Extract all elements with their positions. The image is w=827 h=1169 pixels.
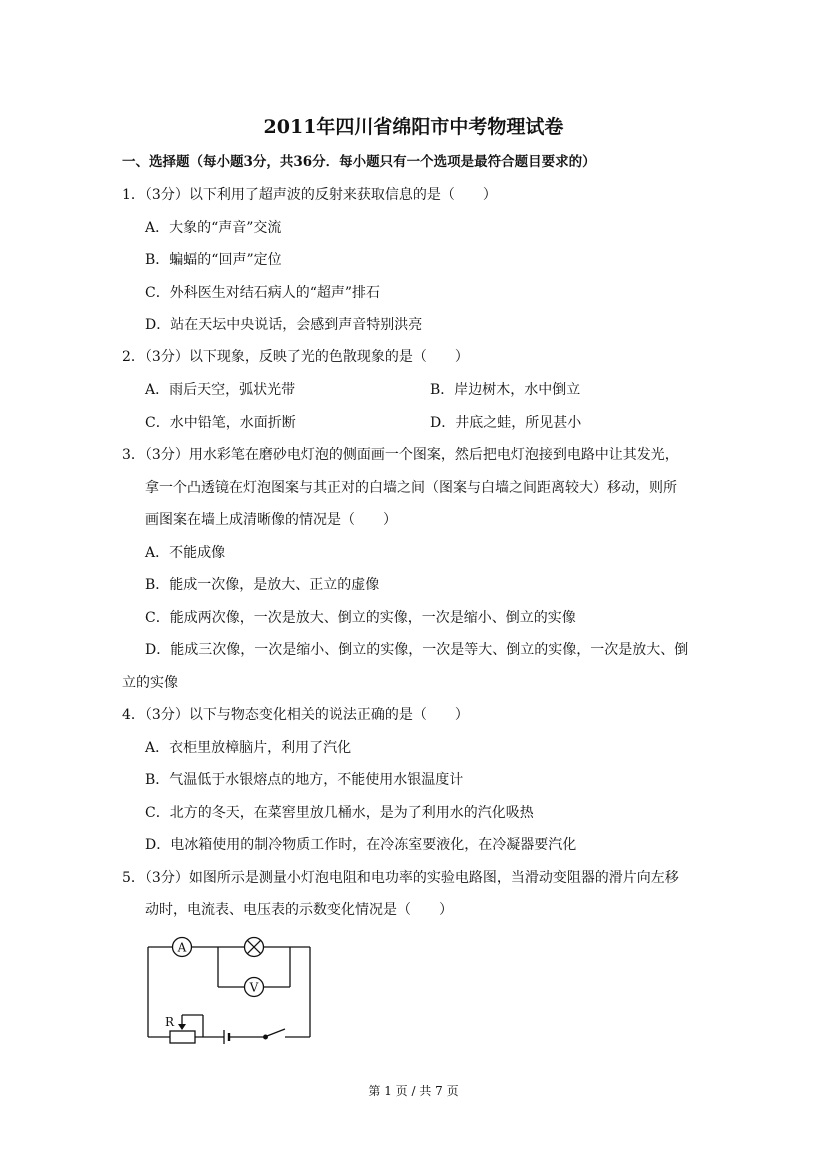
rheostat-symbol xyxy=(170,1031,195,1043)
section-heading: 一、选择题（每小题3分，共36分．每小题只有一个选项是最符合题目要求的） xyxy=(122,154,596,170)
question-3-option-d-continued: 立的实像 xyxy=(122,675,178,691)
question-5-stem-line-2: 动时，电流表、电压表的示数变化情况是（ ） xyxy=(145,902,453,918)
question-4-option-c: C．北方的冬天，在菜窖里放几桶水，是为了利用水的汽化吸热 xyxy=(145,805,534,821)
question-4-option-a: A．衣柜里放樟脑片，利用了汽化 xyxy=(145,740,352,756)
question-4-option-d: D．电冰箱使用的制冷物质工作时，在冷冻室要液化，在冷凝器要汽化 xyxy=(145,837,577,853)
question-1-option-b: B．蝙蝠的“回声”定位 xyxy=(145,252,282,268)
question-5-stem-line-1: 5．（3分）如图所示是测量小灯泡电阻和电功率的实验电路图，当滑动变阻器的滑片向左移 xyxy=(122,870,679,886)
question-4-option-b: B．气温低于水银熔点的地方，不能使用水银温度计 xyxy=(145,772,464,788)
switch-symbol xyxy=(264,1035,268,1039)
question-2-option-a: A．雨后天空，弧状光带 xyxy=(145,382,296,398)
question-3-stem-line-3: 画图案在墙上成清晰像的情况是（ ） xyxy=(145,512,397,528)
question-1-option-c: C．外科医生对结石病人的“超声”排石 xyxy=(145,285,381,301)
question-2-option-c: C．水中铅笔，水面折断 xyxy=(145,415,296,431)
question-3-stem-line-2: 拿一个凸透镜在灯泡图案与其正对的白墙之间（图案与白墙之间距离较大）移动，则所 xyxy=(145,480,677,496)
voltmeter-label: V xyxy=(249,980,259,995)
page-title: 2011年四川省绵阳市中考物理试卷 xyxy=(263,116,564,138)
circuit-diagram xyxy=(140,930,320,1045)
question-2-stem: 2．（3分）以下现象，反映了光的色散现象的是（ ） xyxy=(122,349,469,365)
question-3-option-b: B．能成一次像，是放大、正立的虚像 xyxy=(145,577,380,593)
question-1-option-d: D．站在天坛中央说话，会感到声音特别洪亮 xyxy=(145,317,423,333)
question-3-stem-line-1: 3．（3分）用水彩笔在磨砂电灯泡的侧面画一个图案，然后把电灯泡接到电路中让其发光， xyxy=(122,447,679,463)
page-footer: 第 1 页 / 共 7 页 xyxy=(368,1084,459,1098)
question-1-option-a: A．大象的“声音”交流 xyxy=(145,220,282,236)
question-2-option-d: D．井底之蛙，所见甚小 xyxy=(430,415,582,431)
question-3-option-c: C．能成两次像，一次是放大、倒立的实像，一次是缩小、倒立的实像 xyxy=(145,610,576,626)
rheostat-label: R xyxy=(165,1015,175,1029)
question-4-stem: 4．（3分）以下与物态变化相关的说法正确的是（ ） xyxy=(122,707,469,723)
question-2-option-b: B．岸边树木，水中倒立 xyxy=(430,382,581,398)
ammeter-label: A xyxy=(177,940,187,955)
question-3-option-a: A．不能成像 xyxy=(145,545,226,561)
question-3-option-d: D．能成三次像，一次是缩小、倒立的实像，一次是等大、倒立的实像，一次是放大、倒 xyxy=(145,642,689,658)
question-1-stem: 1．（3分）以下利用了超声波的反射来获取信息的是（ ） xyxy=(122,187,497,203)
